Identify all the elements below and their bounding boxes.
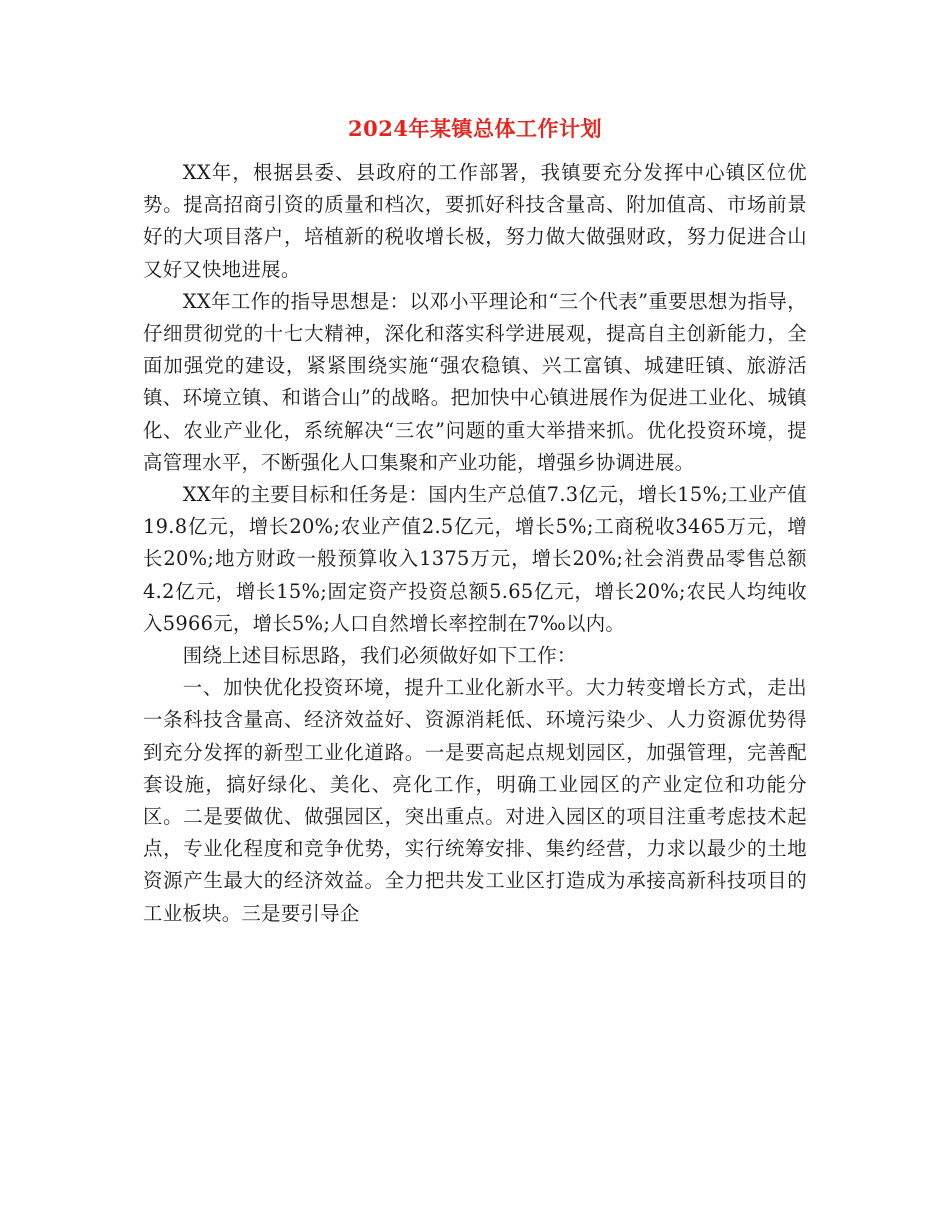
paragraph-guiding-thought: XX年工作的指导思想是：以邓小平理论和“三个代表”重要思想为指导，仔细贯彻党的十七大精神，深化和落实科学进展观，提高自主创新能力，全面加强党的建设，紧紧围绕实施“强农稳镇、兴工富镇、城建旺镇、旅游活镇、环境立镇、和谐合山”的战略。把加快中心镇进展作为促进工业化、城镇化、农业产业化，系统解决“三农”问题的重大举措来抓。优化投资环境，提高管理水平，不断强化人口集聚和产业功能，增强乡协调进展。 (143, 289, 807, 474)
paragraph-section-one: 一、加快优化投资环境，提升工业化新水平。大力转变增长方式，走出一条科技含量高、经济效益好、资源消耗低、环境污染少、人力资源优势得到充分发挥的新型工业化道路。一是要高起点规划园区，加强管理，完善配套设施，搞好绿化、美化、亮化工作，明确工业园区的产业定位和功能分区。二是要做优、做强园区，突出重点。对进入园区的项目注重考虑技术起点，专业化程度和竞争优势，实行统筹安排、集约经营，力求以最少的土地资源产生最大的经济效益。全力把共发工业区打造成为承接高新科技项目的工业板块。三是要引导企 (143, 676, 807, 925)
paragraph-work-lead: 围绕上述目标思路，我们必须做好如下工作： (182, 644, 577, 668)
document-body (143, 157, 807, 930)
document-title: 2024年某镇总体工作计划 (348, 116, 602, 141)
paragraph-intro: XX年，根据县委、县政府的工作部署，我镇要充分发挥中心镇区位优势。提高招商引资的质量和档次，要抓好科技含量高、附加值高、市场前景好的大项目落户，培植新的税收增长极，努力做大做强财政，努力促进合山又好又快地进展。 (143, 161, 807, 281)
paragraph-main-targets: XX年的主要目标和任务是：国内生产总值7.3亿元，增长15%;工业产值19.8亿元，增长20%;农业产值2.5亿元，增长5%;工商税收3465万元，增长20%;地方财政一般预算收入1375万元，增长20%;社会消费品零售总额4.2亿元，增长15%;固定资产投资总额5.65亿元，增长20%;农民人均纯收入5966元，增长5%;人口自然增长率控制在7‰以内。 (143, 483, 807, 635)
